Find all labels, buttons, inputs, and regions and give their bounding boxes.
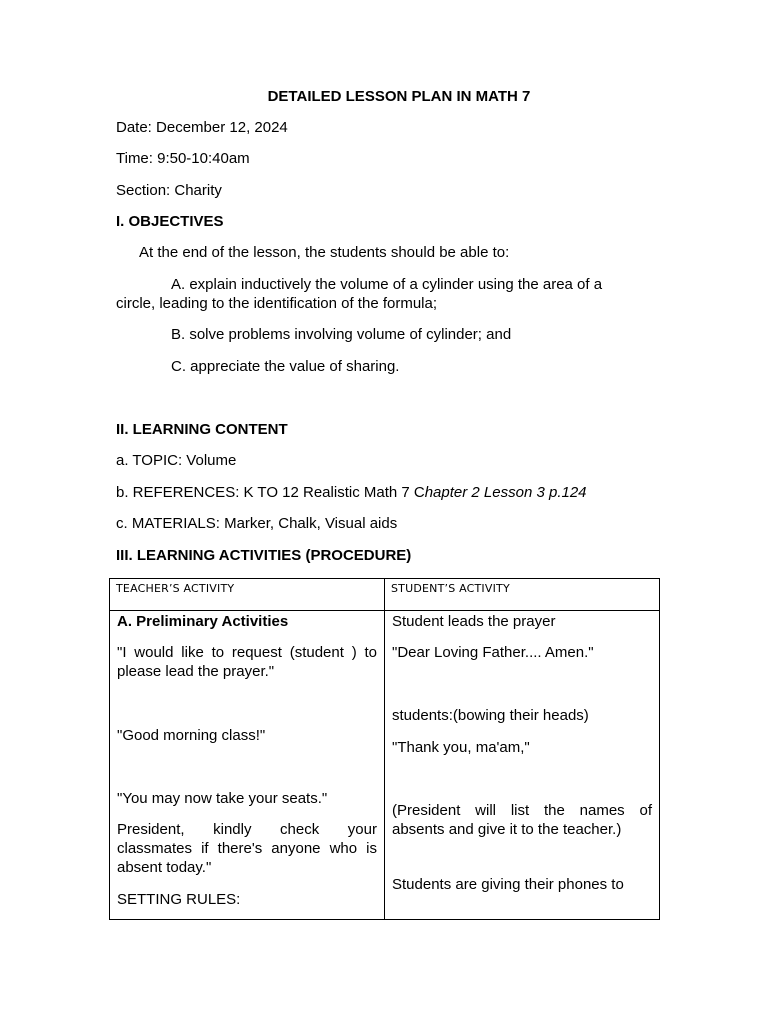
objective-item-b: B. solve problems involving volume of cylinder; and xyxy=(171,326,512,343)
teacher-prayer-request: "I would like to request (student ) to please lead the prayer." xyxy=(117,644,377,680)
objectives-heading: I. OBJECTIVES xyxy=(116,213,224,230)
student-activity-cell xyxy=(385,611,660,920)
activities-heading: III. LEARNING ACTIVITIES (PROCEDURE) xyxy=(116,547,412,564)
teacher-activity-cell xyxy=(110,611,385,920)
table-header-row xyxy=(110,579,660,611)
objectives-intro: At the end of the lesson, the students should be able to: xyxy=(139,244,510,261)
objective-item-a-text: A. explain inductively the volume of a cylinder using the area of a circle, leading to the identification of the formula; xyxy=(116,276,603,312)
content-heading: II. LEARNING CONTENT xyxy=(116,421,288,438)
teacher-column-label: TEACHER’S ACTIVITY xyxy=(116,582,235,595)
student-prayer: "Dear Loving Father.... Amen." xyxy=(392,644,594,661)
content-materials: c. MATERIALS: Marker, Chalk, Visual aids xyxy=(116,515,398,532)
content-references xyxy=(116,483,587,502)
teacher-column-header xyxy=(110,579,385,611)
student-thanks: "Thank you, ma'am," xyxy=(392,739,530,756)
content-topic: a. TOPIC: Volume xyxy=(116,452,237,469)
student-phones: Students are giving their phones to xyxy=(392,876,624,893)
objective-item-c: C. appreciate the value of sharing. xyxy=(171,358,400,375)
objective-item-a xyxy=(116,275,618,313)
student-absents: (President will list the names of absents and give it to the teacher.) xyxy=(392,802,652,838)
references-text: b. REFERENCES: K TO 12 Realistic Math 7 C xyxy=(116,484,425,501)
references-chapter: hapter 2 Lesson 3 p.124 xyxy=(424,484,587,501)
student-bowing: students:(bowing their heads) xyxy=(392,707,589,724)
student-leads-prayer: Student leads the prayer xyxy=(392,613,556,630)
teacher-attendance: President, kindly check your classmates if there's anyone who is absent today." xyxy=(117,821,377,876)
student-column-header xyxy=(385,579,660,611)
teacher-setting-rules: SETTING RULES: xyxy=(117,891,241,908)
table-row xyxy=(110,611,660,920)
document-title: DETAILED LESSON PLAN IN MATH 7 xyxy=(267,88,531,105)
activities-table xyxy=(109,578,660,920)
lesson-time: Time: 9:50-10:40am xyxy=(116,150,250,167)
preliminary-activities-heading: A. Preliminary Activities xyxy=(117,613,289,630)
teacher-seats: "You may now take your seats." xyxy=(117,790,328,807)
student-column-label: STUDENT’S ACTIVITY xyxy=(391,582,510,595)
lesson-date: Date: December 12, 2024 xyxy=(116,119,288,136)
lesson-section: Section: Charity xyxy=(116,182,222,199)
teacher-greeting: "Good morning class!" xyxy=(117,727,266,744)
